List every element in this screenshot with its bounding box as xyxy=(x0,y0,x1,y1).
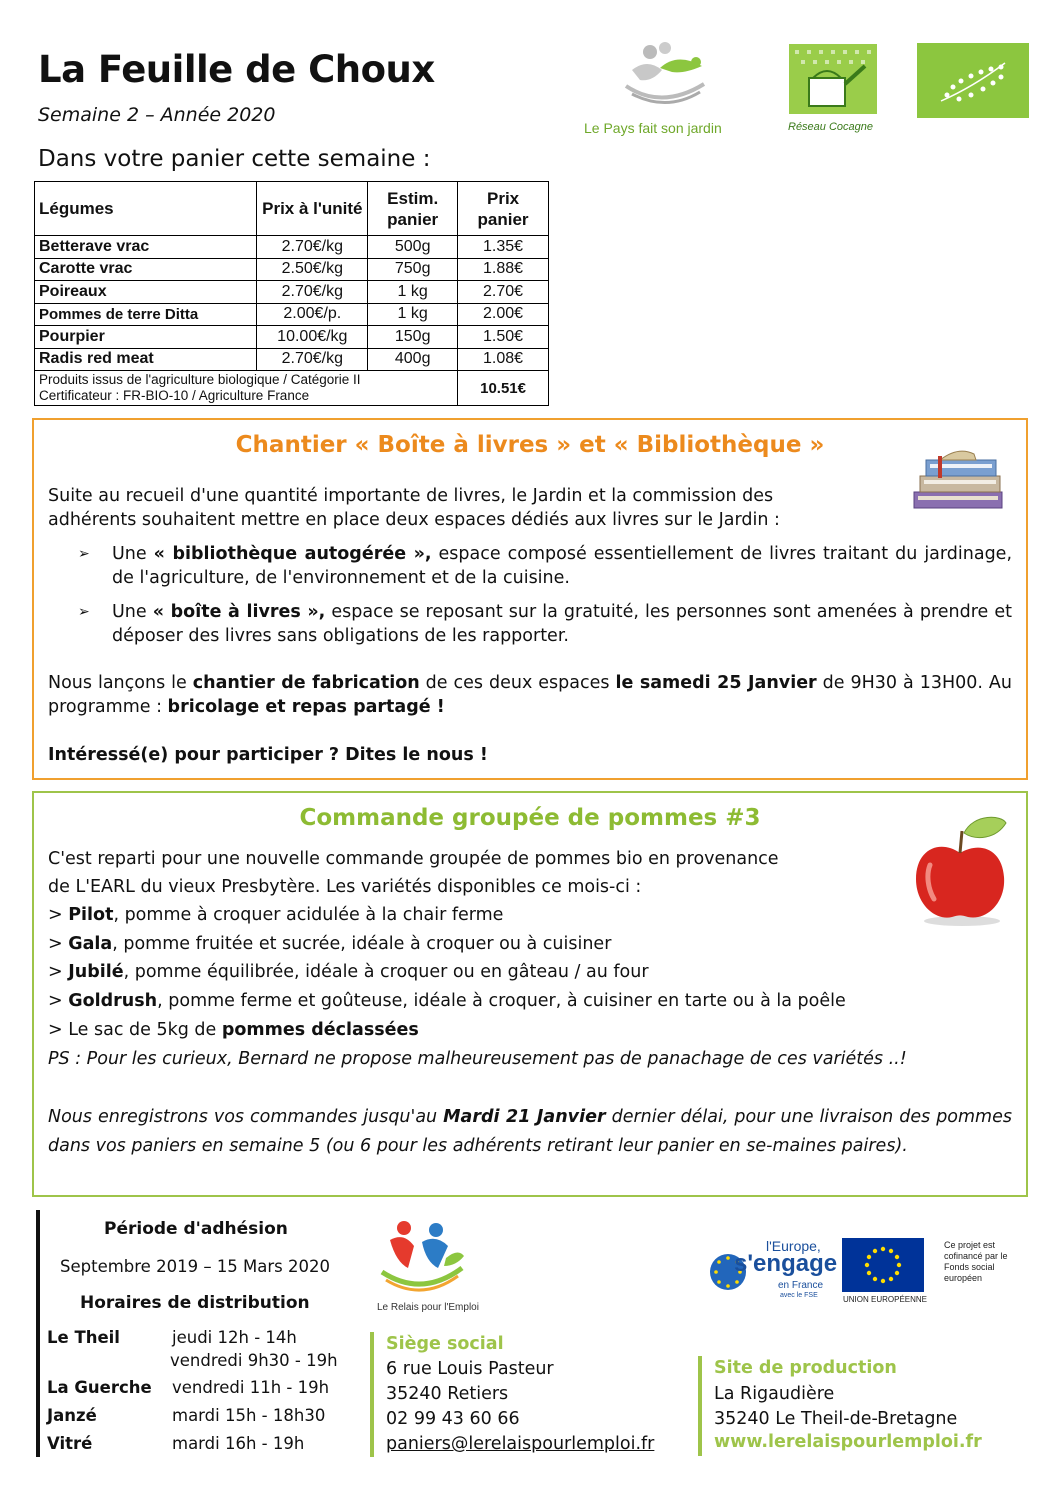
text-span: > xyxy=(48,991,69,1011)
chantier-title: Chantier « Boîte à livres » et « Bibliothèque » xyxy=(235,432,825,458)
footer-divider xyxy=(36,1210,40,1457)
basket-price: 1.88€ xyxy=(458,258,549,281)
pays-jardin-logo xyxy=(612,40,712,110)
chantier-intro-line: Suite au recueil d'une quantité importante de livres, le Jardin et la commission des xyxy=(48,486,774,506)
basket-price: 2.00€ xyxy=(458,303,549,326)
variety-name: Pilot xyxy=(68,905,114,925)
schedule-time: mardi 16h - 19h xyxy=(172,1434,305,1453)
table-row xyxy=(35,326,549,349)
apple-icon xyxy=(910,809,1012,927)
estimated-quantity: 150g xyxy=(368,326,458,349)
vegetable-name: Poireaux xyxy=(35,281,257,304)
estimated-quantity: 500g xyxy=(368,236,458,259)
certification-line: Certificateur : FR-BIO-10 / Agriculture France xyxy=(39,388,310,403)
pays-jardin-caption: Le Pays fait son jardin xyxy=(584,120,722,136)
table-row xyxy=(35,303,549,326)
text-bold: Mardi 21 Janvier xyxy=(443,1107,606,1127)
basket-price: 1.50€ xyxy=(458,326,549,349)
newsletter-title: La Feuille de Choux xyxy=(38,48,435,91)
vegetable-name: Pommes de terre Ditta xyxy=(35,303,257,326)
vegetable-name: Betterave vrac xyxy=(35,236,257,259)
unit-price: 2.70€/kg xyxy=(257,348,368,371)
text-span: > xyxy=(48,962,69,982)
table-header: Prix à l'unité xyxy=(257,182,368,236)
bullet-text: espace se reposant sur la gratuité, les personnes sont amenées à prendre et déposer des livres sans obligations de les rapporter. xyxy=(112,602,1013,646)
schedule-place: Vitré xyxy=(47,1434,93,1453)
text-bold: bricolage et repas partagé ! xyxy=(167,697,445,717)
bullet-boite-a-livres xyxy=(78,600,1012,648)
eu-caption: UNION EUROPÉENNE xyxy=(843,1295,928,1304)
europe-text: en France xyxy=(778,1280,824,1291)
text-bold: chantier de fabrication xyxy=(192,673,420,693)
text-bold: le samedi 25 Janvier xyxy=(615,673,817,693)
basket-price: 1.35€ xyxy=(458,236,549,259)
estimated-quantity: 400g xyxy=(368,348,458,371)
adhesion-title: Période d'adhésion xyxy=(104,1219,288,1239)
basket-price: 2.70€ xyxy=(458,281,549,304)
fse-caption: Ce projet est cofinancé par le Fonds social européen xyxy=(944,1240,1008,1283)
vegetable-table xyxy=(34,181,549,406)
text-span: Nous lançons le xyxy=(48,673,193,693)
bullet-prefix: Une xyxy=(112,602,153,622)
eu-organic-logo xyxy=(917,43,1029,118)
schedule-time: jeudi 12h - 14h xyxy=(172,1328,297,1347)
text-span: de ces deux espaces xyxy=(419,673,616,693)
siege-phone: 02 99 43 60 66 xyxy=(386,1409,520,1429)
europe-text: s'engage xyxy=(734,1250,838,1277)
table-footer-row xyxy=(35,371,549,406)
estimated-quantity: 750g xyxy=(368,258,458,281)
variety-item xyxy=(48,903,503,927)
chantier-section xyxy=(32,418,1028,780)
relais-emploi-caption: Le Relais pour l'Emploi xyxy=(377,1302,479,1313)
unit-price: 2.70€/kg xyxy=(257,236,368,259)
table-row xyxy=(35,236,549,259)
website-link[interactable]: www.lerelaispourlemploi.fr xyxy=(714,1432,982,1452)
siege-divider xyxy=(370,1332,374,1457)
bullet-bold: « bibliothèque autogérée », xyxy=(153,544,432,564)
table-header: Estim. panier xyxy=(368,182,458,236)
variety-desc: , pomme fruitée et sucrée, idéale à croquer ou à cuisiner xyxy=(112,934,612,954)
reseau-cocagne-caption: Réseau Cocagne xyxy=(788,121,874,133)
variety-desc: , pomme ferme et goûteuse, idéale à croquer, à cuisiner en tarte ou à la poêle xyxy=(157,991,846,1011)
text-span: Nous enregistrons vos commandes jusqu'au xyxy=(48,1107,444,1127)
panier-heading: Dans votre panier cette semaine : xyxy=(38,146,431,172)
horaires-title: Horaires de distribution xyxy=(80,1293,310,1313)
variety-item xyxy=(48,1018,419,1042)
text-span: dernier délai, pour une livraison des pommes dans vos paniers en semaine 5 (ou 6 pour les adhérents retirant leur panier en se-maines paires). xyxy=(48,1107,1012,1156)
bullet-prefix: Une xyxy=(112,544,154,564)
variety-name: Goldrush xyxy=(68,991,158,1011)
table-header: Légumes xyxy=(35,182,257,236)
commande-ps: PS : Pour les curieux, Bernard ne propose malheureusement pas de panachage de ces variétés ..! xyxy=(48,1049,907,1069)
text-span: > Le sac de 5kg de xyxy=(48,1020,222,1040)
table-row xyxy=(35,281,549,304)
newsletter-subtitle: Semaine 2 – Année 2020 xyxy=(38,104,276,126)
schedule-time: vendredi 9h30 - 19h xyxy=(170,1351,338,1370)
europe-text: l'Europe, xyxy=(766,1238,821,1254)
chantier-announcement xyxy=(48,671,1012,719)
books-icon xyxy=(910,442,1008,518)
vegetable-name: Pourpier xyxy=(35,326,257,349)
text-span: de 9H30 à 13H00. Au programme : xyxy=(48,673,1012,717)
basket-total: 10.51€ xyxy=(458,371,549,406)
eu-flag-icon xyxy=(842,1238,924,1292)
text-span: > xyxy=(48,934,69,954)
commande-deadline xyxy=(48,1103,1012,1161)
bullet-bibliotheque xyxy=(78,542,1012,590)
table-header-row xyxy=(35,182,549,236)
relais-emploi-logo xyxy=(378,1218,466,1298)
variety-name: pommes déclassées xyxy=(221,1020,419,1040)
text-span: > xyxy=(48,905,69,925)
arrow-bullet-icon: ➢ xyxy=(78,604,90,620)
commande-intro-line: de L'EARL du vieux Presbytère. Les variétés disponibles ce mois-ci : xyxy=(48,877,642,897)
europe-text: avec le FSE xyxy=(780,1292,818,1299)
certification-note xyxy=(35,371,458,406)
basket-price: 1.08€ xyxy=(458,348,549,371)
table-row xyxy=(35,258,549,281)
unit-price: 2.70€/kg xyxy=(257,281,368,304)
estimated-quantity: 1 kg xyxy=(368,303,458,326)
chantier-call-to-action: Intéressé(e) pour participer ? Dites le nous ! xyxy=(48,745,488,765)
vegetable-name: Carotte vrac xyxy=(35,258,257,281)
variety-desc: , pomme à croquer acidulée à la chair ferme xyxy=(113,905,504,925)
schedule-time: mardi 15h - 18h30 xyxy=(172,1406,326,1425)
siege-title: Siège social xyxy=(386,1334,504,1354)
schedule-time: vendredi 11h - 19h xyxy=(172,1378,330,1397)
schedule-place: Janzé xyxy=(47,1406,97,1425)
table-header: Prix panier xyxy=(458,182,549,236)
site-title: Site de production xyxy=(714,1358,897,1378)
arrow-bullet-icon: ➢ xyxy=(78,546,90,562)
vegetable-name: Radis red meat xyxy=(35,348,257,371)
commande-intro-line: C'est reparti pour une nouvelle commande groupée de pommes bio en provenance xyxy=(48,849,779,869)
bullet-bold: « boîte à livres », xyxy=(152,602,326,622)
reseau-cocagne-logo xyxy=(789,44,877,114)
variety-desc: , pomme équilibrée, idéale à croquer ou en gâteau / au four xyxy=(123,962,649,982)
variety-item xyxy=(48,989,846,1013)
chantier-intro-line: adhérents souhaitent mettre en place deux espaces dédiés aux livres sur le Jardin : xyxy=(48,510,780,530)
variety-name: Jubilé xyxy=(68,962,124,982)
commande-section xyxy=(32,791,1028,1197)
unit-price: 2.00€/p. xyxy=(257,303,368,326)
certification-line: Produits issus de l'agriculture biologique / Catégorie II xyxy=(39,372,361,387)
variety-item xyxy=(48,960,649,984)
variety-item xyxy=(48,932,611,956)
site-address-line: 35240 Le Theil-de-Bretagne xyxy=(714,1409,958,1429)
siege-email-link[interactable]: paniers@lerelaispourlemploi.fr xyxy=(386,1434,655,1454)
siege-address-line: 6 rue Louis Pasteur xyxy=(386,1359,554,1379)
adhesion-dates: Septembre 2019 – 15 Mars 2020 xyxy=(60,1257,331,1276)
commande-title: Commande groupée de pommes #3 xyxy=(299,805,761,831)
site-divider xyxy=(698,1356,702,1456)
unit-price: 2.50€/kg xyxy=(257,258,368,281)
schedule-place: La Guerche xyxy=(47,1378,152,1397)
estimated-quantity: 1 kg xyxy=(368,281,458,304)
siege-address-line: 35240 Retiers xyxy=(386,1384,509,1404)
schedule-place: Le Theil xyxy=(47,1328,120,1347)
table-row xyxy=(35,348,549,371)
bullet-text: espace composé essentiellement de livres traitant du jardinage, de l'agriculture, de l'environnement et de la cuisine. xyxy=(112,544,1013,588)
unit-price: 10.00€/kg xyxy=(257,326,368,349)
variety-name: Gala xyxy=(68,934,113,954)
site-address-line: La Rigaudière xyxy=(714,1384,835,1404)
